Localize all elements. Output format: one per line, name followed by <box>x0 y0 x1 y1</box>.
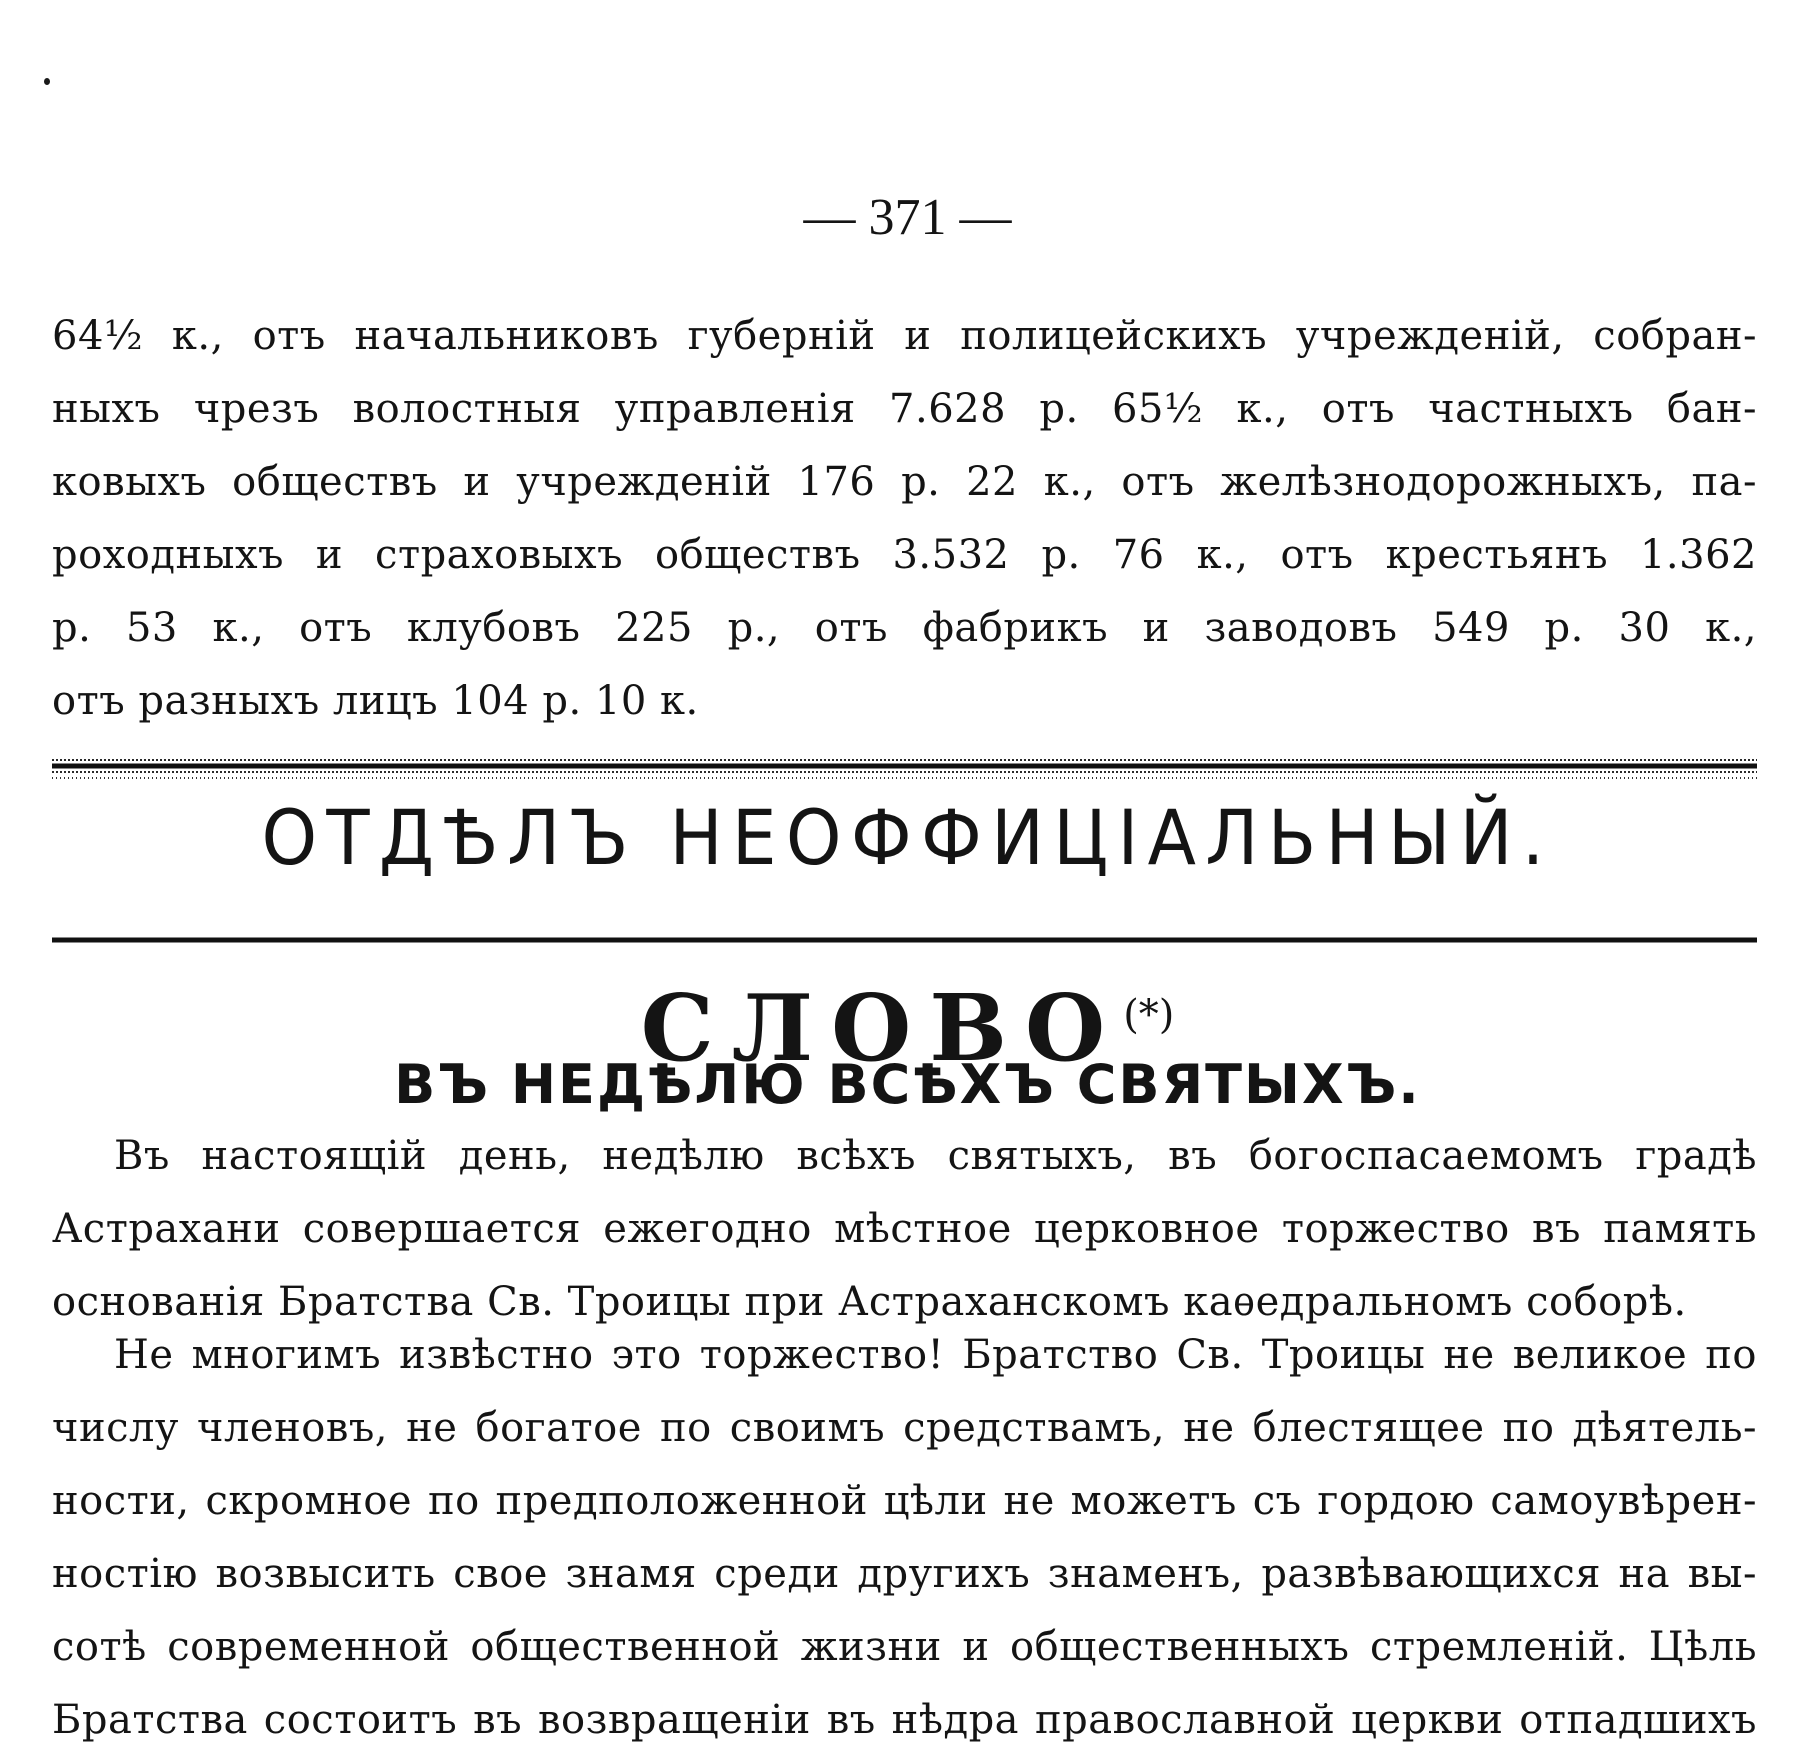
section-double-rule <box>52 758 1757 782</box>
text-line: Астрахани совершается ежегодно мѣстное церковное торжество въ память <box>52 1206 1757 1252</box>
text-line: р. 53 к., отъ клубовъ 225 р., отъ фабрикъ и заводовъ 549 р. 30 к., <box>52 605 1757 651</box>
text-line: сотѣ современной общественной жизни и общественныхъ стремленій. Цѣль <box>52 1624 1757 1670</box>
text-line: Братства состоитъ въ возвращеніи въ нѣдра православной церкви отпадшихъ <box>52 1697 1757 1743</box>
footnote-mark: (*) <box>1123 992 1175 1038</box>
sermon-title-text: СЛОВО <box>640 974 1124 1082</box>
text-line: ности, скромное по предположенной цѣли не можетъ съ гордою самоувѣрен- <box>52 1478 1757 1524</box>
text-line: числу членовъ, не богатое по своимъ средствамъ, не блестящее по дѣятель- <box>52 1405 1757 1451</box>
page-number: — 371 — <box>803 189 1012 246</box>
text-line: ныхъ чрезъ волостныя управленія 7.628 р. 65½ к., отъ частныхъ бан- <box>52 386 1757 432</box>
text-line: ностію возвысить свое знамя среди другихъ знаменъ, развѣвающихся на вы- <box>52 1551 1757 1597</box>
text-line: Не многимъ извѣстно это торжество! Братство Св. Троицы не великое по <box>114 1332 1757 1378</box>
text-line: ковыхъ обществъ и учрежденій 176 р. 22 к., отъ желѣзнодорожныхъ, па- <box>52 459 1757 505</box>
text-line: 64½ к., отъ начальниковъ губерній и полицейскихъ учрежденій, собран- <box>52 313 1757 359</box>
paragraph-2 <box>52 1319 1757 1757</box>
text-line: роходныхъ и страховыхъ обществъ 3.532 р. 76 к., отъ крестьянъ 1.362 <box>52 532 1757 578</box>
text-line: Въ настоящій день, недѣлю всѣхъ святыхъ, въ богоспасаемомъ градѣ <box>114 1133 1757 1179</box>
section-title-rule <box>52 936 1757 944</box>
intro-paragraph <box>52 300 1757 738</box>
sermon-subtitle: ВЪ НЕДѢЛЮ ВСѢХЪ СВЯТЫХЪ. <box>394 1053 1421 1116</box>
text-line: отъ разныхъ лицъ 104 р. 10 к. <box>52 678 699 724</box>
ink-speck <box>44 78 50 85</box>
paragraph-1 <box>52 1120 1757 1339</box>
section-title: ОТДѢЛЪ НЕОФФИЦІАЛЬНЫЙ. <box>261 793 1554 882</box>
text-line: основанія Братства Св. Троицы при Астраханскомъ каѳедральномъ соборѣ. <box>52 1279 1687 1325</box>
